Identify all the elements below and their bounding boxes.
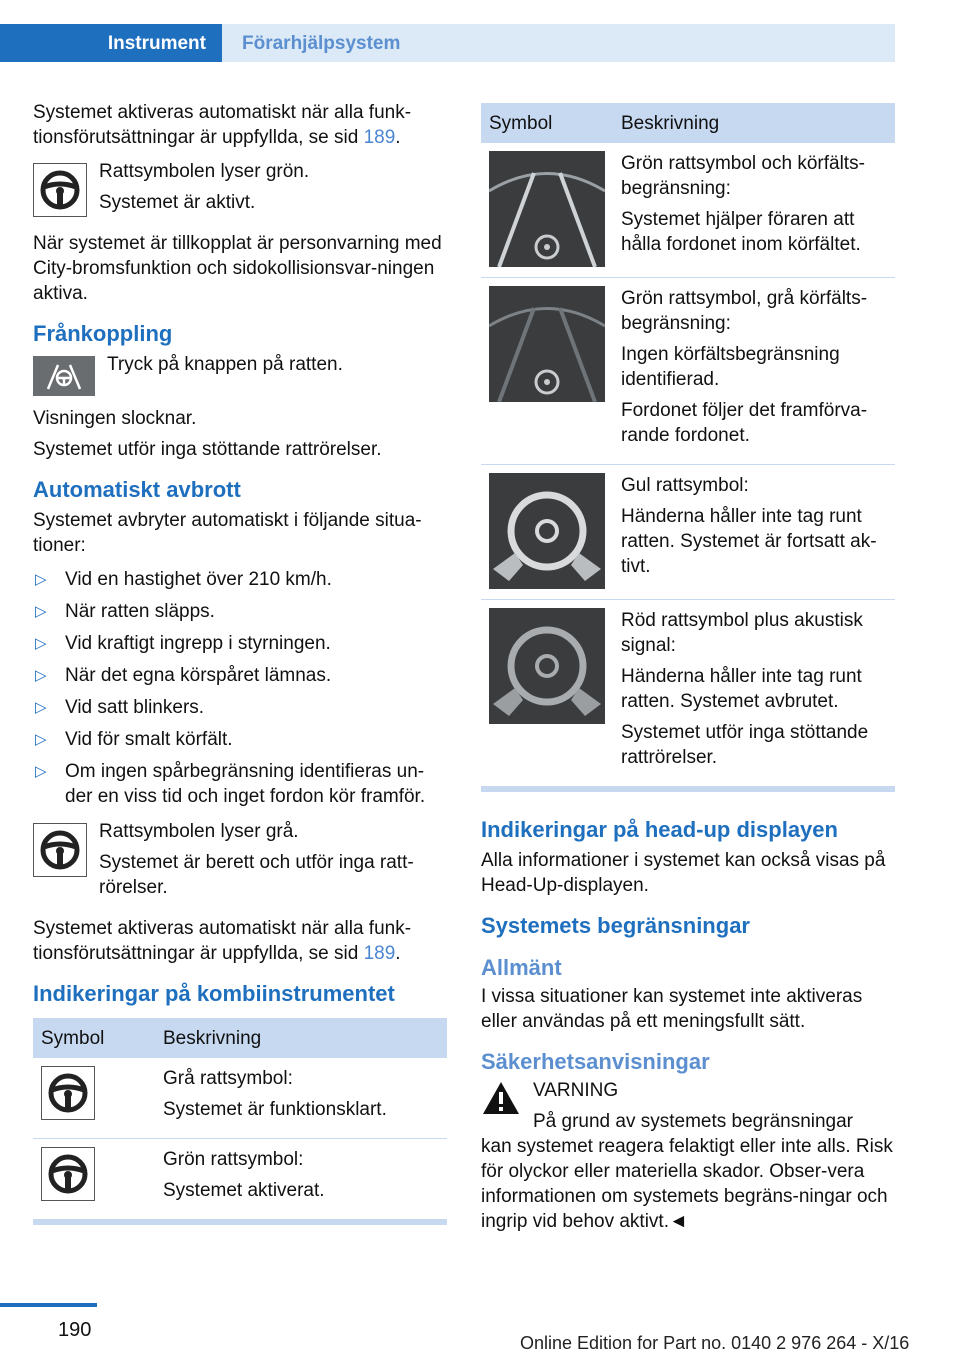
triangle-bullet-icon: ▷ [35, 667, 47, 684]
table-row [481, 465, 895, 600]
cell-text: Systemet hjälper föraren att hålla fordonet inom körfältet. [621, 209, 861, 255]
kombi-symbol-table [33, 1018, 447, 1220]
page-link[interactable]: 189 [363, 943, 396, 964]
list-item: ▷ Vid för smalt körfält. [35, 729, 233, 750]
paragraph: I vissa situationer kan systemet inte aktiveras eller användas på ett meningsfullt sätt. [481, 986, 863, 1032]
cell-text: Systemet utför inga stöttande rattrörelser. [621, 722, 869, 768]
column-header-description: Beskrivning [613, 103, 895, 143]
table-end-rule [481, 787, 895, 792]
table-row [33, 1058, 447, 1139]
table-row [33, 1139, 447, 1220]
chapter-header [0, 0, 960, 62]
display-symbol-table [481, 103, 895, 787]
paragraph: Systemet utför inga stöttande rattrörelser. [33, 439, 382, 460]
steering-wheel-icon [41, 1147, 95, 1201]
intro-paragraph: Systemet aktiveras automatiskt när alla funk-tionsförutsättningar är uppfyllda, se sid 189. [33, 918, 412, 964]
warning-block [481, 1078, 895, 1134]
paragraph: Visningen slocknar. [33, 408, 197, 429]
page-link[interactable]: 189 [363, 127, 396, 148]
info-line: Rattsymbolen lyser grå. [99, 821, 299, 842]
column-header-symbol: Symbol [481, 103, 613, 143]
heading-automatiskt-avbrott: Automatiskt avbrott [33, 477, 241, 502]
table-row [481, 143, 895, 278]
warning-text: På grund av systemets begränsningar [533, 1111, 854, 1132]
heading-begransningar: Systemets begränsningar [481, 913, 750, 938]
cell-text: Fordonet följer det framförva-rande fordonet. [621, 400, 868, 446]
lane-display-green-image [489, 151, 605, 267]
list-item: ▷ Vid en hastighet över 210 km/h. [35, 569, 332, 590]
warning-text: kan systemet reagera felaktigt eller inte alls. Risk för olyckor eller materiella skador. Obser-vera informationen om systemets begräns-ningar och ingrip vid behov aktivt.◄ [481, 1136, 893, 1232]
triangle-bullet-icon: ▷ [35, 571, 47, 588]
list-item: ▷ När ratten släpps. [35, 601, 215, 622]
edition-text: Online Edition for Part no. 0140 2 976 264 - X/16 [520, 1333, 910, 1353]
tab-forarhjalpsystem[interactable]: Förarhjälpsystem [222, 24, 895, 62]
tab-instrument[interactable]: Instrument [0, 24, 222, 62]
hands-off-red-image [489, 608, 605, 724]
cell-text: Ingen körfältsbegränsning identifierad. [621, 344, 840, 390]
list-item: ▷ När det egna körspåret lämnas. [35, 665, 332, 686]
triangle-bullet-icon: ▷ [35, 763, 47, 780]
intro-paragraph: Systemet aktiveras automatiskt när alla funk-tionsförutsättningar är uppfyllda, se sid 189. [33, 102, 412, 148]
triangle-bullet-icon: ▷ [35, 635, 47, 652]
steering-wheel-icon [33, 163, 87, 217]
heading-kombiinstrumentet: Indikeringar på kombiinstrumentet [33, 981, 395, 1006]
lane-display-grey-image [489, 286, 605, 402]
warning-triangle-icon [481, 1080, 521, 1123]
left-column [33, 100, 447, 1225]
steering-grey-info [33, 819, 447, 906]
heading-sakerhetsanvisningar: Säkerhetsanvisningar [481, 1049, 710, 1074]
cell-text: Systemet är funktionsklart. [163, 1099, 387, 1120]
steering-green-info [33, 159, 447, 221]
cell-text: Grön rattsymbol och körfälts-begränsning: [621, 153, 865, 199]
hands-off-yellow-image [489, 473, 605, 589]
table-row [481, 278, 895, 465]
cell-text: Gul rattsymbol: [621, 475, 749, 496]
table-row [481, 600, 895, 787]
lane-assist-button-icon [33, 356, 95, 396]
list-item: ▷ Vid kraftigt ingrepp i styrningen. [35, 633, 331, 654]
avbrott-list [33, 567, 447, 809]
paragraph: När systemet är tillkopplat är personvarning med City-bromsfunktion och sidokollisionsvar-ningen aktiva. [33, 233, 442, 304]
button-instruction [33, 352, 447, 396]
paragraph: Systemet avbryter automatiskt i följande situa-tioner: [33, 510, 422, 556]
cell-text: Grå rattsymbol: [163, 1068, 293, 1089]
column-header-symbol: Symbol [33, 1018, 155, 1058]
list-item: ▷ Vid satt blinkers. [35, 697, 205, 718]
steering-wheel-icon [41, 1066, 95, 1120]
right-column [481, 103, 895, 1243]
heading-allmant: Allmänt [481, 955, 562, 980]
cell-text: Röd rattsymbol plus akustisk signal: [621, 610, 863, 656]
cell-text: Händerna håller inte tag runt ratten. Systemet avbrutet. [621, 666, 862, 712]
heading-frankoppling: Frånkoppling [33, 321, 173, 346]
info-line: Tryck på knappen på ratten. [107, 354, 343, 375]
paragraph: Alla informationer i systemet kan också visas på Head-Up-displayen. [481, 850, 886, 896]
footer-rule [0, 1303, 97, 1307]
triangle-bullet-icon: ▷ [35, 603, 47, 620]
warning-title: VARNING [533, 1080, 619, 1101]
cell-text: Händerna håller inte tag runt ratten. Systemet är fortsatt ak-tivt. [621, 506, 877, 577]
info-line: Rattsymbolen lyser grön. [99, 161, 310, 182]
cell-text: Grön rattsymbol: [163, 1149, 304, 1170]
steering-wheel-icon [33, 823, 87, 877]
table-end-rule [33, 1220, 447, 1225]
info-line: Systemet är berett och utför inga ratt-rörelser. [99, 852, 414, 898]
info-line: Systemet är aktivt. [99, 192, 256, 213]
list-item: ▷ Om ingen spårbegränsning identifieras un-der en viss tid och inget fordon kör framför. [35, 761, 426, 807]
heading-head-up: Indikeringar på head-up displayen [481, 817, 838, 842]
triangle-bullet-icon: ▷ [35, 731, 47, 748]
triangle-bullet-icon: ▷ [35, 699, 47, 716]
page-number: 190 [58, 1319, 92, 1341]
cell-text: Systemet aktiverat. [163, 1180, 325, 1201]
column-header-description: Beskrivning [155, 1018, 447, 1058]
cell-text: Grön rattsymbol, grå körfälts-begränsning: [621, 288, 868, 334]
